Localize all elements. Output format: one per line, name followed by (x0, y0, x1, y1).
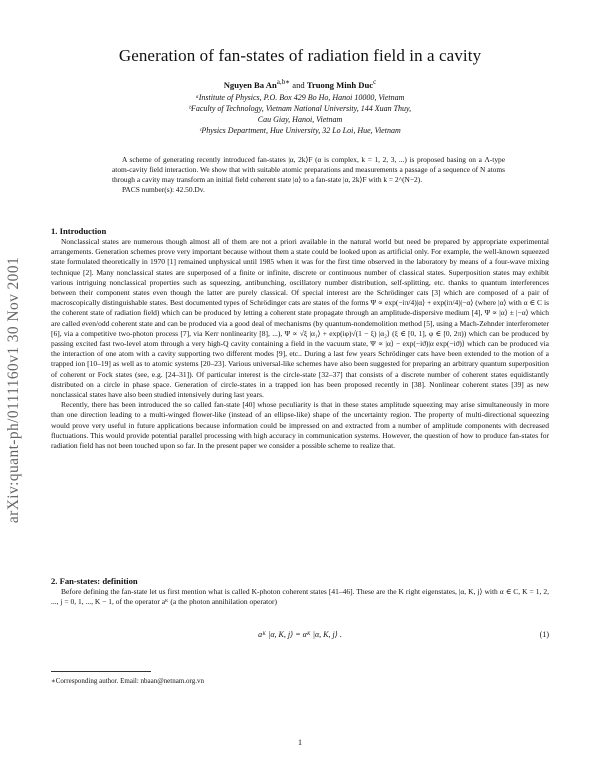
affiliation-b-cont: Cau Giay, Hanoi, Vietnam (257, 115, 343, 124)
affiliation-b: ᵇFaculty of Technology, Vietnam National University, 144 Xuan Thuy, (188, 104, 412, 113)
abstract: A scheme of generating recently introduced fan-states |α, 2k⟩F (α is complex, k = 1, 2, 3, ...) is proposed basing on a Λ-type atom-cavity field interaction. We show that with suitable atomic preparations and measurements a passage of a sequence of N atoms through a cavity may transform an initial field coherent state |α⟩ to a fan-state |α, 2k⟩F with k = 2^(N−2). (112, 155, 505, 184)
author-connector: and (290, 79, 307, 90)
paper-title: Generation of fan-states of radiation field in a cavity (118, 46, 482, 65)
section-2-body (51, 587, 549, 607)
intro-paragraph-1: Nonclassical states are numerous though almost all of them are not a priori available in the natural world but need be prepared by appropriate experimental arrangements. Generation schemes prove very important because without them a state could be looked upon as artificial only. For example, the well-known squeezed state formulated theoretically in 1970 [1] remained unphysical until 1985 when it was for the first time observed in the laboratory by means of a four-wave mixing technique [2]. Many nonclassical states are superposed of a finite or infinite, discrete or continuous number of classical states. Superposition states may exhibit various intriguing nonclassical properties such as squeezing, antibunching, oscillatory number distribution, self-splitting, etc. thanks to quantum interferences between their component states even though the latter are purely classical. Of special interest are the Schrödinger cats [3] which are composed of a pair of macroscopically distinguishable states. Best documented types of Schrödinger cats are states of the forms Ψ ∝ exp(−iπ/4)|α⟩ + exp(iπ/4)|−α⟩ (where |α⟩ with α ∈ C is the coherent state of radiation field) which can be produced by letting a coherent state propagate through an amplitude-dispersive medium [4], Ψ ∝ |α⟩ ± |−α⟩ which are called even/odd coherent state and can be produced via a good deal of mechanisms (by quantum-nondemolition method [5], using a Mach-Zehnder interferometer [6], via a competitive two-photon process [7], via Kerr nonlinearity [8], ...), Ψ ∝ √ξ |α₁⟩ + exp(iφ)√(1 − ξ) |α₂⟩ (ξ ∈ [0, 1], φ ∈ [0, 2π)) which can be produced by passing excited fast two-level atom through a very high-Q cavity containing a field in the vacuum state, Ψ ∝ |α⟩ − exp(−iϑ)|α exp(−iϑ)⟩ which can be produced via the interaction of one atom with a cavity supporting two different modes [9], etc.. During a last few years Schrödinger cats have been extended to the motion of a trapped ion [10–19] as well as to atomic systems [20–23]. Various universal-like schemes have also been suggested for preparing an arbitrary quantum superposition of coherent or Fock states (see, e.g. [24–31]). Of particular interest is the circle-state [32–37] that consists of a discrete number of coherent states equidistantly distributed on a circle in phase space. Generation of circle-states in a trapped ion has been proposed recently in [38]. Nonlinear coherent states [39] as new nonclassical states have also been studied intensively during last years. (51, 237, 549, 400)
author-2: Truong Minh Duc (306, 79, 374, 90)
equation-1-expression: aᴷ |α, K, j⟩ = αᴷ |α, K, j⟩ . (258, 630, 342, 639)
equation-1-number: (1) (539, 630, 549, 639)
footnote-rule (51, 671, 151, 672)
arxiv-identifier-text: arXiv:quant-ph/0111160v1 30 Nov 2001 (5, 256, 22, 524)
affiliation-c: ᶜPhysics Department, Hue University, 32 Lo Loi, Hue, Vietnam (199, 126, 401, 135)
section-1-heading: 1. Introduction (51, 226, 107, 236)
affiliation-a: ᵃInstitute of Physics, P.O. Box 429 Bo Ho, Hanoi 10000, Vietnam (195, 93, 405, 102)
equation-1 (51, 630, 549, 644)
page-number: 1 (298, 738, 302, 747)
author-1: Nguyen Ba An (223, 79, 277, 90)
fan-state-paragraph: Before defining the fan-state let us first mention what is called K-photon coherent states [41–46]. These are the K right eigenstates, |α, K, j⟩ with α ∈ C, K = 1, 2, ..., j = 0, 1, ..., K − 1, of the operator aᴷ (a the photon annihilation operator) (51, 587, 549, 607)
author-2-marks: c (373, 78, 377, 86)
footnote: ∗Corresponding author. Email: nbaan@netnam.org.vn (51, 677, 204, 685)
author-line (0, 77, 600, 90)
arxiv-identifier (2, 210, 26, 570)
section-1-body (51, 237, 549, 451)
pacs-numbers: PACS number(s): 42.50.Dv. (122, 185, 205, 194)
intro-paragraph-2: Recently, there has been introduced the so called fan-state [40] whose peculiarity is that in these states amplitude squeezing may arise simultaneously in more than one direction leading to a multi-winged flower-like (instead of an ellipse-like) shape of the uncertainty region. The property of multi-directional squeezing would prove very useful in future applications because information could be impressed on and extracted from a number of amplitude components with decreased fluctuations. This would provide potential parallel processing with high accuracy in communication systems. However, the question of how to produce fan-states for radiation field has not been touched upon so far. In the present paper we consider a possible scheme to realize that. (51, 400, 549, 451)
section-2-heading: 2. Fan-states: definition (51, 576, 138, 586)
author-1-marks: a,b∗ (276, 78, 291, 86)
